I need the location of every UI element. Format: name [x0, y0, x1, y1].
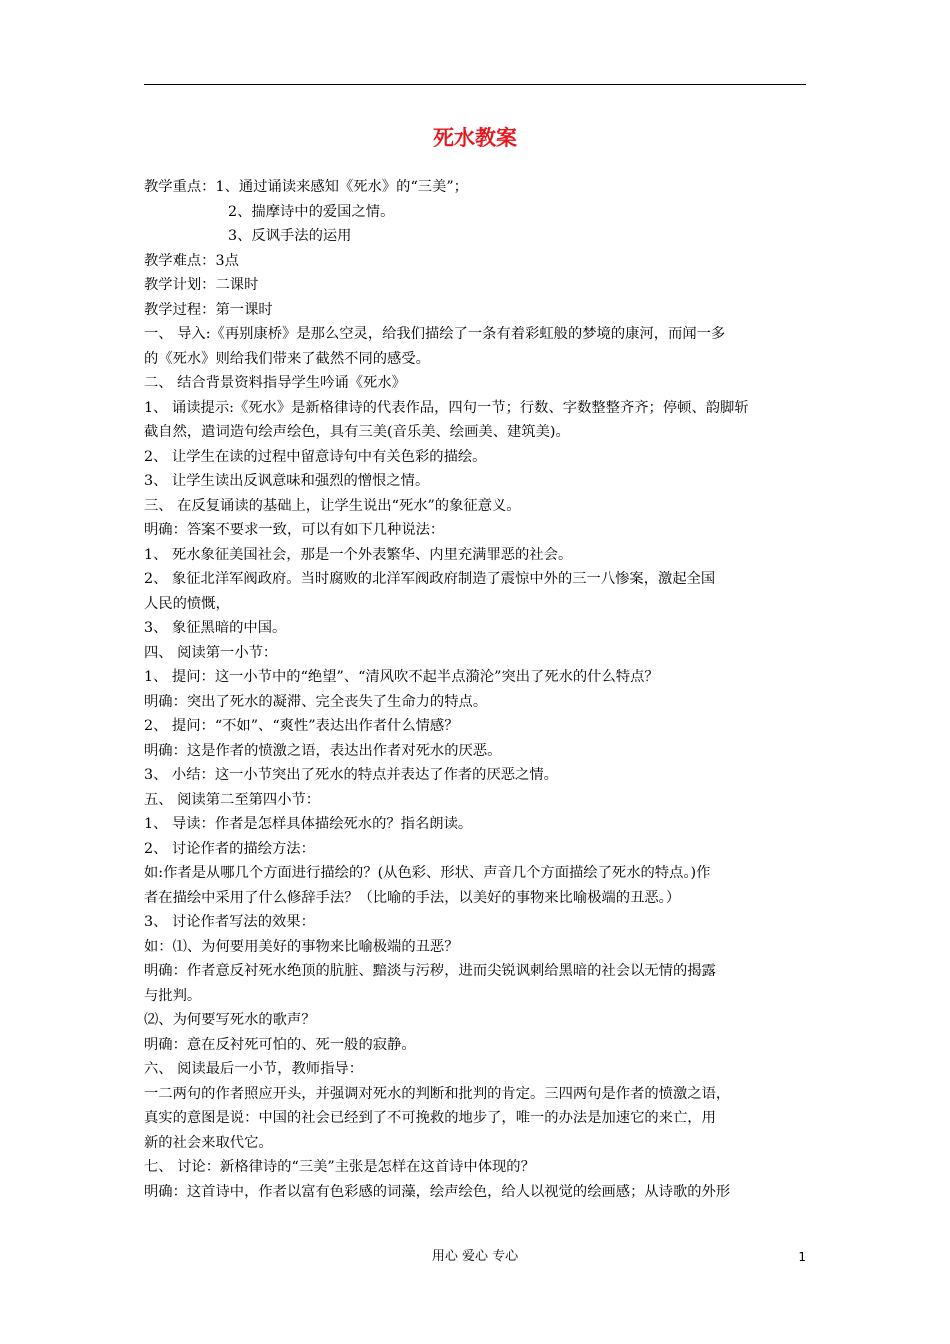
text-line: 一、 导入:《再别康桥》是那么空灵，给我们描绘了一条有着彩虹般的梦境的康河，而闻一多 — [144, 326, 726, 342]
text-line: 的《死水》则给我们带来了截然不同的感受。 — [144, 350, 430, 367]
text-line: 3、反讽手法的运用 — [228, 228, 352, 244]
text-line: 3、 象征黑暗的中国。 — [144, 620, 287, 636]
text-line: 二、 结合背景资料指导学生吟诵《死水》 — [144, 375, 406, 391]
text-line: 2、 象征北洋军阀政府。当时腐败的北洋军阀政府制造了震惊中外的三一八惨案，激起全国 — [144, 571, 716, 587]
text-line: 与批判。 — [144, 987, 202, 1004]
text-line: 2、 提问：“不如”、“爽性”表达出作者什么情感？ — [144, 718, 459, 734]
footer-text: 用心 爱心 专心 — [431, 1249, 519, 1264]
text-line: ⑵、为何要写死水的歌声？ — [144, 1012, 316, 1028]
text-line: 教学重点：1、通过诵读来感知《死水》的“三美”； — [144, 179, 468, 195]
text-line: 教学难点：3点 — [144, 252, 239, 269]
text-line: 1、 诵读提示:《死水》是新格律诗的代表作品，四句一节；行数、字数整整齐齐；停顿、韵脚斩 — [144, 399, 749, 416]
text-line: 3、 让学生读出反讽意味和强烈的憎恨之情。 — [144, 473, 430, 489]
text-line: 1、 导读：作者是怎样具体描绘死水的？指名朗读。 — [144, 816, 473, 832]
text-line: 明确：意在反衬死可怕的、死一般的寂静。 — [144, 1036, 416, 1053]
text-line: 明确：作者意反衬死水绝顶的肮脏、黯淡与污秽，进而尖锐讽刺给黑暗的社会以无情的揭露 — [144, 963, 716, 979]
header-rule — [144, 84, 806, 85]
page-footer — [0, 1247, 950, 1267]
text-line: 者在描绘中采用了什么修辞手法？（比喻的手法，以美好的事物来比喻极端的丑恶。） — [144, 889, 681, 906]
document-title: 死水教案 — [433, 126, 517, 150]
text-line: 教学计划：二课时 — [144, 277, 259, 293]
text-line: 新的社会来取代它。 — [144, 1134, 273, 1151]
text-line: 七、 讨论：新格律诗的“三美”主张是怎样在这首诗中体现的？ — [144, 1159, 535, 1175]
text-line: 3、 小结：这一小节突出了死水的特点并表达了作者的厌恶之情。 — [144, 767, 558, 783]
text-line: 教学过程：第一课时 — [144, 301, 273, 318]
text-line: 2、揣摩诗中的爱国之情。 — [228, 203, 395, 220]
text-line: 四、 阅读第一小节： — [144, 644, 278, 661]
text-line: 2、 讨论作者的描绘方法： — [144, 840, 315, 857]
text-line: 1、 死水象征美国社会，那是一个外表繁华、内里充满罪恶的社会。 — [144, 546, 573, 563]
text-line: 1、 提问：这一小节中的“绝望”、“清风吹不起半点漪沦”突出了死水的什么特点？ — [144, 669, 659, 685]
text-line: 真实的意图是说：中国的社会已经到了不可挽救的地步了，唯一的办法是加速它的来亡，用 — [144, 1110, 716, 1126]
text-line: 明确：突出了死水的凝滞、完全丧失了生命力的特点。 — [144, 693, 488, 710]
document-body — [144, 175, 810, 1204]
text-line: 明确：这是作者的愤激之语，表达出作者对死水的厌恶。 — [144, 742, 502, 759]
text-line: 明确：这首诗中，作者以富有色彩感的词藻，绘声绘色，给人以视觉的绘画感；从诗歌的外形 — [144, 1183, 731, 1200]
text-line: 人民的愤慨， — [144, 595, 230, 612]
text-line: 六、 阅读最后一小节，教师指导： — [144, 1061, 363, 1077]
text-line: 五、 阅读第二至第四小节： — [144, 791, 321, 808]
text-line: 如:作者是从哪几个方面进行描绘的？(从色彩、形状、声音几个方面描绘了死水的特点。)作 — [144, 865, 711, 881]
text-line: 如：⑴、为何要用美好的事物来比喻极端的丑恶？ — [144, 938, 459, 955]
text-line: 三、 在反复诵读的基础上，让学生说出“死水”的象征意义。 — [144, 497, 521, 514]
text-line: 明确：答案不要求一致，可以有如下几种说法： — [144, 522, 445, 538]
page-number: 1 — [798, 1250, 806, 1264]
text-line: 一二两句的作者照应开头，并强调对死水的判断和批判的肯定。三四两句是作者的愤激之语， — [144, 1085, 731, 1102]
text-line: 2、 让学生在读的过程中留意诗句中有关色彩的描绘。 — [144, 448, 487, 465]
text-line: 3、 讨论作者写法的效果： — [144, 914, 315, 930]
text-line: 截自然，遣词造句绘声绘色，具有三美(音乐美、绘画美、建筑美)。 — [144, 424, 570, 440]
